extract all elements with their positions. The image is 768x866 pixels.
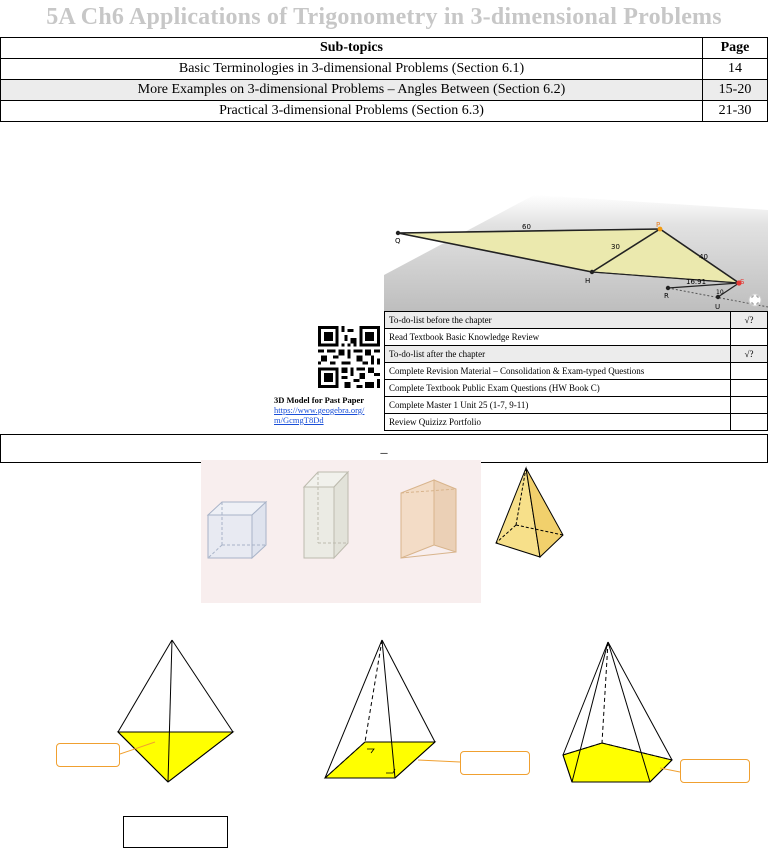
label-box-triangular-base[interactable] bbox=[56, 743, 120, 767]
point-q bbox=[396, 231, 400, 235]
triangular-prism-figure bbox=[401, 480, 456, 558]
link-line-1: https://www.geogebra.org/ bbox=[274, 405, 365, 415]
solids-figures bbox=[0, 460, 768, 866]
table-row bbox=[1, 59, 768, 80]
todo-text: To-do-list before the chapter bbox=[385, 312, 731, 329]
table-row bbox=[385, 414, 768, 431]
length-ph: 30 bbox=[611, 243, 620, 251]
subtopic-cell: Practical 3-dimensional Problems (Section 6.3) bbox=[1, 101, 703, 122]
table-row bbox=[385, 312, 768, 329]
section-bar: _ bbox=[0, 434, 768, 463]
table-row bbox=[385, 346, 768, 363]
square-pyramid-figure bbox=[496, 468, 563, 557]
qr-caption-title: 3D Model for Past Paper bbox=[274, 395, 365, 405]
todo-checkbox[interactable] bbox=[731, 397, 768, 414]
todo-table bbox=[384, 311, 768, 431]
page-cell: 14 bbox=[703, 59, 768, 80]
triangular-pyramid-figure bbox=[118, 640, 233, 782]
table-row bbox=[385, 380, 768, 397]
table-row bbox=[385, 397, 768, 414]
subtopics-header: Sub-topics bbox=[1, 38, 703, 59]
length-ps: 40 bbox=[699, 253, 708, 261]
label-u: U bbox=[715, 303, 721, 311]
fullscreen-icon[interactable] bbox=[749, 294, 761, 306]
point-r bbox=[666, 286, 670, 290]
pentagonal-pyramid-figure bbox=[563, 642, 680, 782]
qr-code[interactable] bbox=[318, 326, 380, 388]
page-header: Page bbox=[703, 38, 768, 59]
todo-text: Complete Master 1 Unit 25 (1-7, 9-11) bbox=[385, 397, 731, 414]
answer-box[interactable] bbox=[123, 816, 228, 848]
label-box-square-base[interactable] bbox=[460, 751, 530, 775]
qr-caption bbox=[274, 395, 384, 425]
subtopics-table bbox=[0, 37, 768, 122]
label-h: H bbox=[585, 277, 591, 285]
geogebra-figure bbox=[384, 135, 768, 313]
todo-mark: √? bbox=[731, 346, 768, 363]
page-cell: 15-20 bbox=[703, 80, 768, 101]
label-s: S bbox=[740, 278, 745, 286]
subtopic-cell: Basic Terminologies in 3-dimensional Problems (Section 6.1) bbox=[1, 59, 703, 80]
todo-text: Complete Textbook Public Exam Questions (HW Book C) bbox=[385, 380, 731, 397]
length-qp: 60 bbox=[522, 223, 531, 231]
geogebra-link[interactable] bbox=[274, 405, 364, 425]
geogebra-3d-view[interactable] bbox=[384, 135, 768, 313]
length-us: 10 bbox=[716, 289, 724, 296]
label-box-pentagonal-base[interactable] bbox=[680, 759, 750, 783]
point-h bbox=[590, 270, 594, 274]
subtopics-header-row bbox=[1, 38, 768, 59]
table-row bbox=[385, 329, 768, 346]
length-rs: 16.91 bbox=[686, 278, 707, 286]
square-pyramid-base-figure bbox=[325, 640, 460, 778]
label-r: R bbox=[664, 292, 669, 300]
todo-text: To-do-list after the chapter bbox=[385, 346, 731, 363]
todo-text: Review Quizizz Portfolio bbox=[385, 414, 731, 431]
todo-checkbox[interactable] bbox=[731, 363, 768, 380]
todo-checkbox[interactable] bbox=[731, 414, 768, 431]
todo-text: Complete Revision Material – Consolidation & Exam-typed Questions bbox=[385, 363, 731, 380]
cuboid-figure bbox=[304, 472, 348, 558]
page-cell: 21-30 bbox=[703, 101, 768, 122]
subtopic-cell: More Examples on 3-dimensional Problems – Angles Between (Section 6.2) bbox=[1, 80, 703, 101]
page-title: 5A Ch6 Applications of Trigonometry in 3-dimensional Problems bbox=[46, 4, 722, 30]
table-row bbox=[1, 101, 768, 122]
table-row bbox=[1, 80, 768, 101]
label-p: P bbox=[656, 221, 661, 229]
table-row bbox=[385, 363, 768, 380]
todo-mark: √? bbox=[731, 312, 768, 329]
label-q: Q bbox=[395, 237, 401, 245]
todo-checkbox[interactable] bbox=[731, 380, 768, 397]
link-line-2: m/GcmgT8Dd bbox=[274, 415, 324, 425]
todo-text: Read Textbook Basic Knowledge Review bbox=[385, 329, 731, 346]
todo-checkbox[interactable] bbox=[731, 329, 768, 346]
cube-figure bbox=[208, 502, 266, 558]
